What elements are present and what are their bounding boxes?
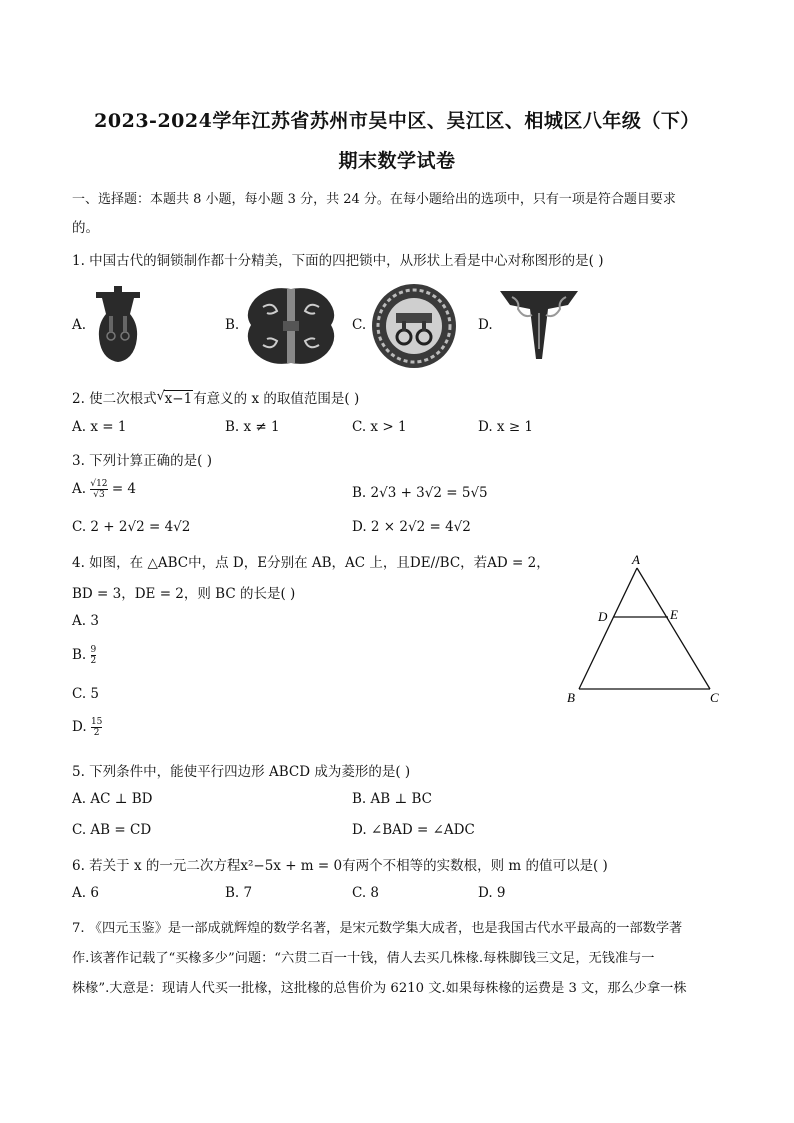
q1-option-d-label: D. xyxy=(478,317,493,333)
q4-option-c: C. 5 xyxy=(72,686,100,702)
lock-b-image xyxy=(243,285,339,367)
q5-stem: 5. 下列条件中，能使平行四边形 ABCD 成为菱形的是( ) xyxy=(72,764,411,780)
vertex-label-a: A xyxy=(632,552,640,567)
page-title-line1: 2023-2024学年江苏省苏州市吴中区、吴江区、相城区八年级（下） xyxy=(94,110,700,132)
sqrt-sign-icon: √ xyxy=(156,389,165,404)
side-ac xyxy=(637,568,710,689)
q2-option-d: D. x ≥ 1 xyxy=(478,419,534,435)
q4-option-d-label: D. xyxy=(72,719,87,735)
vertex-label-b: B xyxy=(567,690,575,705)
vertex-label-d: D xyxy=(598,609,608,624)
q7-line1: 7. 《四元玉鉴》是一部成就辉煌的数学名著，是宋元数学集大成者，也是我国古代水平最高的一部数学著 xyxy=(72,921,683,936)
q3-option-a-rest: = 4 xyxy=(107,481,137,497)
q3-option-a-fraction xyxy=(90,479,107,500)
q5-option-b: B. AB ⊥ BC xyxy=(352,791,432,807)
q2-option-a: A. x = 1 xyxy=(72,419,127,435)
vertex-label-e: E xyxy=(670,607,678,622)
q1-stem: 1. 中国古代的铜锁制作都十分精美，下面的四把锁中，从形状上看是中心对称图形的是( ) xyxy=(72,253,604,269)
q2-option-b: B. x ≠ 1 xyxy=(225,419,280,435)
q6-option-d: D. 9 xyxy=(478,885,506,901)
q4-option-d-denominator: 2 xyxy=(93,728,100,738)
q6-option-c: C. 8 xyxy=(352,885,380,901)
q2-radicand: x−1 xyxy=(164,391,193,407)
q6-option-a: A. 6 xyxy=(72,885,99,901)
triangle-figure xyxy=(560,548,730,710)
q4-stem-line2: BD = 3，DE = 2，则 BC 的长是( ) xyxy=(72,586,296,602)
page-title-line2: 期末数学试卷 xyxy=(338,150,456,172)
q3-option-a xyxy=(72,479,136,500)
lock-d-image xyxy=(498,289,580,361)
q1-option-c-label: C. xyxy=(352,317,367,333)
q4-option-d-numerator: 15 xyxy=(90,717,103,727)
q4-option-a: A. 3 xyxy=(72,613,99,629)
lock-c-image xyxy=(368,283,460,369)
q3-option-a-numerator: √12 xyxy=(90,479,108,489)
q3-option-d: D. 2 × 2√2 = 4√2 xyxy=(352,519,471,535)
q2-stem-pre: 2. 使二次根式 xyxy=(72,391,157,407)
q4-option-d-fraction xyxy=(91,717,102,738)
lock-a-image xyxy=(92,286,144,364)
q5-option-c: C. AB = CD xyxy=(72,822,152,838)
q1-option-b-label: B. xyxy=(225,317,240,333)
q4-option-b-fraction xyxy=(91,645,97,666)
q3-option-a-label: A. xyxy=(72,481,87,497)
q4-option-d xyxy=(72,717,102,738)
q3-option-b: B. 2√3 + 3√2 = 5√5 xyxy=(352,485,488,501)
side-ab xyxy=(579,568,637,689)
q4-option-b-label: B. xyxy=(72,647,87,663)
q4-stem-line1: 4. 如图，在 △ABC中，点 D，E分别在 AB，AC 上，且DE//BC，若AD = 2， xyxy=(72,555,550,571)
q3-stem: 3. 下列计算正确的是( ) xyxy=(72,453,212,469)
q2-stem-post: 有意义的 x 的取值范围是( ) xyxy=(193,391,360,407)
q5-option-d: D. ∠BAD = ∠ADC xyxy=(352,822,475,838)
q2-sqrt xyxy=(157,391,194,407)
q4-option-b-denominator: 2 xyxy=(90,656,97,666)
q7-line3: 株椽”.大意是：现请人代买一批椽，这批椽的总售价为 6210 文.如果每株椽的运费是 3 文，那么少拿一株 xyxy=(72,981,687,996)
vertex-label-c: C xyxy=(710,690,719,705)
q5-option-a: A. AC ⊥ BD xyxy=(72,791,153,807)
q3-option-c: C. 2 + 2√2 = 4√2 xyxy=(72,519,191,535)
q6-stem: 6. 若关于 x 的一元二次方程x²−5x + m = 0有两个不相等的实数根，则 m 的值可以是( ) xyxy=(72,858,608,874)
section-intro-line2: 的。 xyxy=(72,220,99,236)
q6-option-b: B. 7 xyxy=(225,885,253,901)
q2-stem xyxy=(72,387,359,407)
q7-line2: 作.该著作记载了“买椽多少”问题：“六贯二百一十钱，倩人去买几株椽.每株脚钱三文足，无钱准与一 xyxy=(72,951,655,966)
section-intro-line1: 一、选择题：本题共 8 小题，每小题 3 分，共 24 分。在每小题给出的选项中，只有一项是符合题目要求 xyxy=(72,192,676,207)
q3-option-a-denominator: √3 xyxy=(93,490,105,500)
q4-option-b xyxy=(72,645,96,666)
q2-option-c: C. x > 1 xyxy=(352,419,407,435)
q1-option-a-label: A. xyxy=(72,317,87,333)
q4-option-b-numerator: 9 xyxy=(90,645,97,655)
